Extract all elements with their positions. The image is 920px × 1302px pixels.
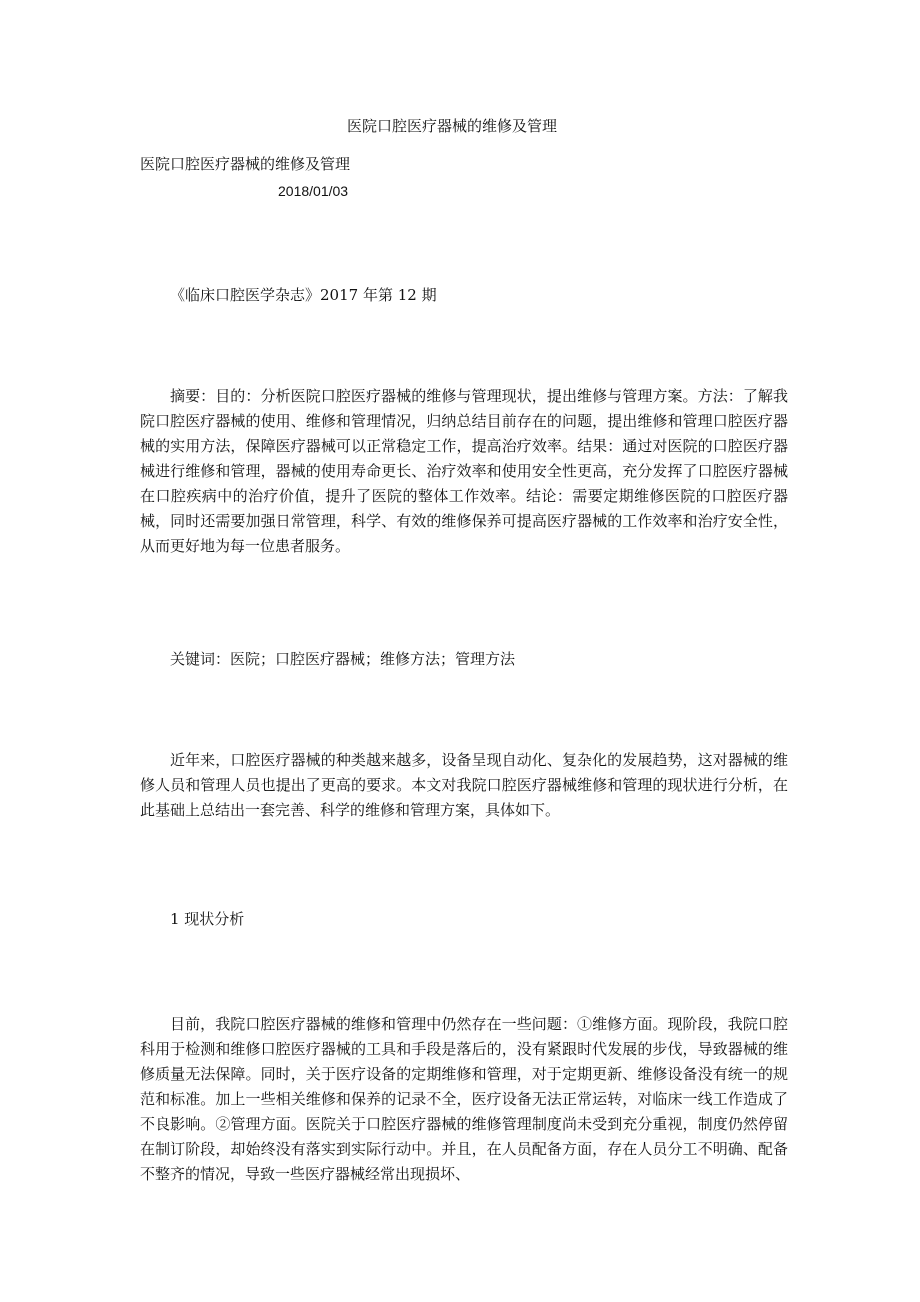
- section-body-paragraph: 目前，我院口腔医疗器械的维修和管理中仍然存在一些问题：①维修方面。现阶段，我院口腔科用于检测和维修口腔医疗器械的工具和手段是落后的，没有紧跟时代发展的步伐，导致器械的维修质量无法保障。同时，关于医疗设备的定期维修和管理，对于定期更新、维修设备没有统一的规范和标准。加上一些相关维修和保养的记录不全，医疗设备无法正常运转，对临床一线工作造成了不良影响。②管理方面。医院关于口腔医疗器械的维修管理制度尚未受到充分重视，制度仍然停留在制订阶段，却始终没有落实到实际行动中。并且，在人员配备方面，存在人员分工不明确、配备不整齐的情况，导致一些医疗器械经常出现损坏、: [140, 1015, 788, 1183]
- intro-paragraph: 近年来，口腔医疗器械的种类越来越多，设备呈现自动化、复杂化的发展趋势，这对器械的维修人员和管理人员也提出了更高的要求。本文对我院口腔医疗器械维修和管理的现状进行分析，在此基础上总结出一套完善、科学的维修和管理方案，具体如下。: [140, 751, 788, 819]
- header-title: 医院口腔医疗器械的维修及管理: [347, 117, 558, 135]
- abstract-paragraph: 摘要：目的：分析医院口腔医疗器械的维修与管理现状，提出维修与管理方案。方法：了解我院口腔医疗器械的使用、维修和管理情况，归纳总结目前存在的问题，提出维修和管理口腔医疗器械的实用方法，保障医疗器械可以正常稳定工作，提高治疗效率。结果：通过对医院的口腔医疗器械进行维修和管理，器械的使用寿命更长、治疗效率和使用安全性更高，充分发挥了口腔医疗器械在口腔疾病中的治疗价值，提升了医院的整体工作效率。结论：需要定期维修医院的口腔医疗器械，同时还需要加强日常管理，科学、有效的维修保养可提高医疗器械的工作效率和治疗安全性，从而更好地为每一位患者服务。: [140, 387, 788, 555]
- journal-source: 《临床口腔医学杂志》2017 年第 12 期: [170, 286, 437, 304]
- article-date: 2018/01/03: [278, 183, 349, 199]
- keywords-line: 关键词：医院；口腔医疗器械；维修方法；管理方法: [170, 650, 516, 668]
- section-heading: 1 现状分析: [170, 910, 245, 928]
- article-title: 医院口腔医疗器械的维修及管理: [140, 155, 351, 173]
